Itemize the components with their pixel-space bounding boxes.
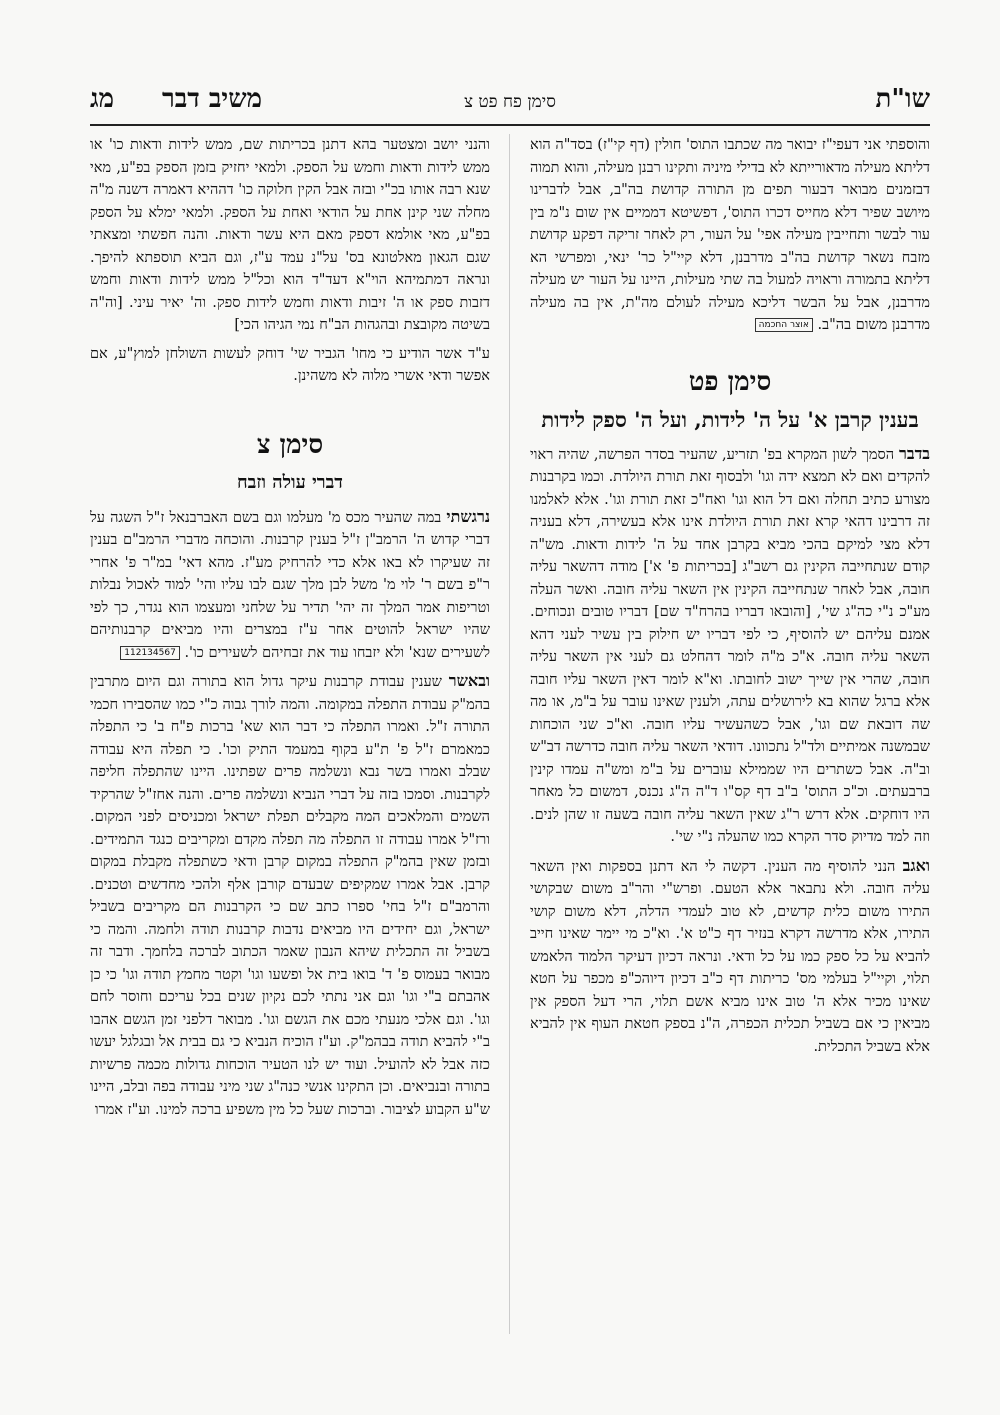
siman-89-subtitle: בענין קרבן א' על ה' לידות, ועל ה' ספק לידות [541,406,919,432]
lead-word: נרגשתי [446,506,490,526]
right-column [530,134,930,1339]
siman-89-paragraph-1: בדבר הסמך לשון המקרא בפ' תזריע, שהעיר בסדר הפרשה, שהיה ראוי להקדים ואם לא תמצא ידה וגו' ולבסוף זאת תורת היולדת. וכמו בקרבנות מצורע כתיב תחלה ואם דל הוא וגו' ואח"כ זאת תורת וגו'. אלא לאלמנו זה דרבינו דהאי קרא זאת תורת היולדת אינו אלא בעשירה, דלא בעניה דלא מצי למיקם בהכי מביא בקרבן אחד על ה' לידות ודאות. מש"ה קודם שנתחייבה הקינין גם רשב"ג [בכריתות פ' א'] מודה דהשאר עליה חובה, אבל לאחר שנתחייבה הקינין אין השאר עליה חובה. ואשר העלה מע"כ נ"י כה"ג שי', [והובאו דבריו בהרח"ד שם] דבריו טובים ונכוחים. אמנם עליהם יש להוסיף, כי לפי דבריו יש חילוק בין עשיר לעני דהא השאר עליה חובה. א"כ מ"ה לומר דהחלט גם לעני אין השאר עליה חובה, שהרי אין שייך ישוב לחובתו. וא"א לומר דאין השאר עליו חובה אלא ברגל שהוא בא לירושלים עתה, ולענין שאינו עובר על ב"מ, או מה שה דובאת שם וגו', אבל כשהעשיר עליו חובה. וא"כ שני הוכחות שבמשנה אמיתיים ולד"ל נתכוונו. דודאי השאר עליה חובה כדרשה דב"ש וב"ה. אבל כשתרים היו שממילא עוברים על ב"מ ומש"ה עמדו קינין ברבעתים. וכ"כ התוס' ב"ב דף קס"ו ד"ה ה"ג נכנס, דמשום כל מאחר היו דוחקים. אלא דרש ר"ג שאין השאר עליה חובה בשעה זו שהן לנים. וזה למד מדיוק סדר הקרא כמו שהעלה נ"י שי'. [530,443,930,845]
header-book-type: שו"ת [875,84,930,114]
siman-90-title: סימן צ [256,429,324,460]
closing-note: ע"ד אשר הודיע כי מחו' הגביר שי' דוחק לעשות השולחן למוץ"ע, אם אפשר ודאי אשרי מלוה לא משהינן. [90,345,490,384]
siman-89-paragraph-2: ואגב הנני להוסיף מה הענין. דקשה לי הא דתנן בספקות ואין השאר עליה חובה. ולא נתבאר אלא הטעם. ופרש"י והר"ב משום שבקושי התירו משום כלית קדשים, לא טוב לעמדי הדלה, דלא משום קושי התירו, אלא מדרשה דקרא בנזיר דף כ"ט א'. וא"כ מי יימר שאינו חייב להביא על כל ספק כמו על כל ודאי. ונראה דכיון דעיקר הלמוד הלאמש תלוי, וקיי"ל בעלמי מס' כריתות דף כ"ב דכיון דיוהכ"פ מכפר על חטא שאינו מכיר אלא ה' טוב אינו מביא אשם תלוי, הרי דעל הספק אין מביאין כי אם בשביל תכלית הכפרה, ה"נ בספק חטאת העוף אין להביא אלא בשביל התכלית. [530,855,930,1055]
page [90,84,930,1344]
continued-text: והוספתי אני דעפי"ז יבואר מה שכתבו התוס' חולין (דף קי"ז) בסד"ה הוא דליתא מעילה מדאורייתא לא בדילי מיניה ותקינו רבנן מעילה, והוא תמוה דבזמנים מבואר דבעור תפים מן התורה קדושת בה"ב, אבל לדברינו מיושב שפיר דלא מחייס דכרו התוס', דפשיטא דממיים אין שום נ"מ בין עור לבשר ותחייבין מעילה אפי' על העור, רק לאחר זריקה דפקע קדושת מזבח נשאר קדושת בה"ב מדרבנן, דלא קיי"ל כר' ינאי, ומפרשי הא דליתא בתמורה וראויה למעול בה שתי מעילות, היינו על העור יש מעילה מדרבנן, אבל על הבשר דליכא מעילה לעולם מה"ת, אין בה מעילה מדרבנן משום בה"ב. אוצר החכמה [530,137,930,333]
header-page-number: מג [90,84,114,114]
header-siman-range: סימן פח פט צ [464,92,556,112]
continued-text: והנני יושב ומצטער בהא דתנן בכריתות שם, ממש לידות ודאות כו' או ממש לידות ודאות וחמש על הספק. ולמאי יחזיק בזמן הספק בפ"ע, מאי שנא רבה אותו בכ"י ובזה אבל הקין חלוקה כו' דההיא דאמרה דשנה מ"ה מחלה שני קינן אחת על הודאי ואחת על הספק. ולמאי ימלא על הספק בפ"ע, מאי אולמא דספק מאם היא עשר ודאות. והנה חפשתי ומצאתי שגם הגאון מאלטונא בס' על"נ עמד ע"ז, וגם הביא תוספתא להיפך. ונראה דמתמיהא הוי"א דעד"ד הוא וכל"ל ממש לידות ודאות וחמש דזבות ספק או ה' זיבות ודאות וחמש לידות ספק. וה' יאיר עיני. [וה"ה בשיטה מקובצת ובהגהות הב"ח נמי הגיהו הכי] [90,137,490,333]
lead-word: ואגב [902,855,930,875]
lead-word: ובאשר [448,671,490,690]
column-divider [509,134,510,1334]
running-header [90,84,930,126]
siman-90-subtitle: דברי עולה וזבח [237,471,343,493]
library-stamp: 112134567 [120,646,180,660]
left-column [90,134,490,1339]
siman-90-paragraph-1: נרגשתי במה שהעיר מכס מ' מעלמו וגם בשם האברבנאל ז"ל השגה על דברי קדוש ה' הרמב"ן ז"ל בענין קרבנות. והוכחה מדברי הרמב"ם בענין זה שעיקרו לא באו אלא כדי להרחיק מע"ז. מהא דאי' במ"ר פ' אחרי ר"פ בשם ר' לוי מ' משל לבן מלך שגם לבו עליו והי' למוד לאכול נבלות וטריפות אמר המלך זה יהי' תדיר על שלחני ומעצמו הוא נגדר, כך לפי שהיו ישראל להוטים אחר ע"ז במצרים והיו מביאים קרבנותיהם לשעירים שנא' ולא יזבחו עוד את זבחיהם לשעירים כו'. 112134567 [90,506,490,661]
siman-89-title: סימן פט [688,366,772,397]
lead-word: בדבר [899,443,930,463]
library-stamp: אוצר החכמה [755,318,813,332]
siman-90-paragraph-2: ובאשר שענין עבודת קרבנות עיקר גדול הוא בתורה וגם היום מתרבין בהמ"ק עבודת התפלה במקומה. והמה לורך גבוה כ"י כמו שהסבירו חכמי התורה ז"ל. ואמרו התפלה כי דבר הוא שא' ברכות פ"ח ב' כי התפלה כמאמרם ז"ל פ' ת"ע בקוף במעמד התיק וכו'. כי תפלה היא עבודה שבלב ואמרו בשר נבא ונשלמה פרים שפתינו. היינו שהתפלה חליפה לקרבנות. וסמכו בזה על דברי הנביא ונשלמה פרים. והנה אחז"ל שהרקיד השמים והמלאכים המה מקבלים תפלת ישראל ומכניסים לפני המקום. ורז"ל אמרו עבודה זו התפלה מה תפלה מקדם ומקריבים כנגד התמידים. ובזמן שאין בהמ"ק התפלה במקום קרבן ודאי כשתפלה מקבלת במקום קרבן. אבל אמרו שמקיפים שבעדם קורבן אלף ולהכי מחדשים וטכנים. והרמב"ם ז"ל בחי' ספרו כתב שם כי הקרבנות הם מקריבים בשביל ישראל, וגם יחידים היו מביאים נדבות קרבנות תודה ולחמה. והמה כי בשביל זה התכלית שיהא הנבון שאמר הכתוב לברכה בלחמך. ודבר זה מבואר בעמוס פ' ד' בואו בית אל ופשעו וגו' וקטר מחמץ תודה וגו' כי כן אהבתם ב"י וגו' וגם אני נתתי לכם נקיון שנים בכל עריכם וחוסר לחם וגו'. וגם אלכי מנעתי מכם את הגשם וגו'. מבואר דלפני זמן הגשם אהבו ב"י להביא תודה בבהמ"ק. וע"ז הוכיח הנביא כי גם בבית אל ובגלגל יעשו כזה אבל לא להועיל. ועוד יש לנו הטעיר הוכחות גדולות מכמה פרשיות בתורה ובנביאים. וכן התקינו אנשי כנה"ג שני מיני עבודה בפה ובלב, היינו ש"ע הקבוע לציבור. וברכות שעל כל מין משפיע ברכה למינו. וע"ז אמרו [90,671,490,1118]
header-book-title: משיב דבר [162,84,263,114]
